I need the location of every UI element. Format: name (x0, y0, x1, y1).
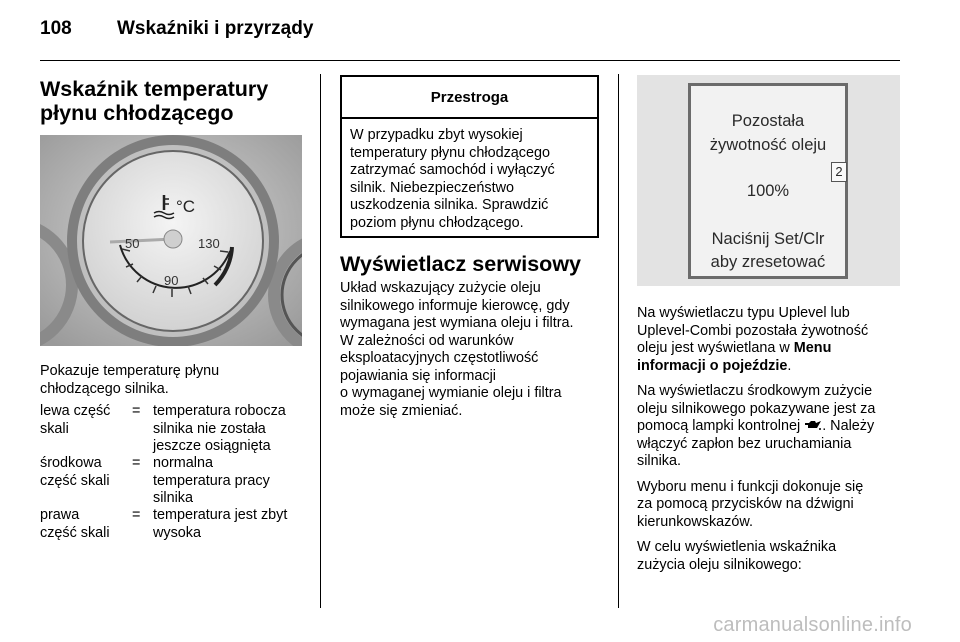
gauge-tick-mid: 90 (164, 273, 179, 288)
gauge-tick-low: 50 (125, 236, 140, 251)
gauge-tick-high: 130 (198, 236, 220, 251)
paragraph-center-display: Na wyświetlaczu środkowym zużycie oleju silnikowego pokazywane jest za pomocą lampki kontrolnej . Należy włączyć zapłon bez uruchamiania silnika. (637, 383, 876, 469)
caution-title: Przestroga (342, 77, 597, 119)
oil-life-display-illustration (637, 75, 900, 286)
service-display-heading: Wyświetlacz serwisowy (340, 252, 581, 276)
paragraph-menu-selection: Wyboru menu i funkcji dokonuje się za pomocą przycisków na dźwigni kierunkowskazów. (637, 478, 864, 530)
display-oil-life-value: 100% (746, 182, 790, 200)
column-divider-2 (618, 74, 619, 608)
chapter-title: Wskaźniki i przyrządy (117, 18, 314, 39)
caution-text: W przypadku zbyt wysokiej temperatury płynu chłodzącego zatrzymać samochód i wyłączyć silnik. Niebezpieczeństwo uszkodzenia silnika. Sprawdzić poziom płynu chłodzącego. (350, 127, 555, 231)
definition-row: prawa część skali = temperatura jest zbyt wysoka (40, 507, 288, 541)
gauge-unit-label: °C (176, 197, 196, 216)
coolant-gauge-illustration (40, 135, 302, 346)
display-page-marker: 2 (831, 162, 847, 182)
display-line-4: Naciśnij Set/Clr (711, 230, 825, 248)
gauge-definition-list (40, 403, 305, 559)
column3-text (637, 305, 937, 582)
oil-can-icon (804, 420, 822, 431)
column-divider-1 (320, 74, 321, 608)
display-line-1: Pozostała (731, 112, 805, 130)
coolant-intro-text: Pokazuje temperaturę płynu chłodzącego silnika. (40, 363, 220, 397)
paragraph-menu-info: Na wyświetlaczu typu Uplevel lub Uplevel-Combi pozostała żywotność oleju jest wyświetlana w Menu informacji o pojeździe. (637, 305, 869, 374)
display-line-2: żywotność oleju (709, 136, 827, 154)
watermark: carmanualsonline.info (713, 614, 912, 636)
caution-box (340, 75, 599, 238)
service-display-text: Układ wskazujący zużycie oleju silnikowego informuje kierowcę, gdy wymagana jest wymiana oleju i filtra. W zależności od warunków eksploatacyjnych częstotliwość pojawiania się informacji o wymaganej wymianie oleju i filtra może się zmieniać. (340, 280, 574, 419)
header-rule (40, 60, 900, 61)
definition-row: środkowa część skali = normalna temperatura pracy silnika (40, 455, 270, 506)
page-number: 108 (40, 18, 72, 39)
coolant-section-heading: Wskaźnik temperatury płynu chłodzącego (40, 77, 269, 125)
coolant-gauge-image (40, 135, 302, 346)
display-screen (688, 83, 848, 279)
definition-row: lewa część skali = temperatura robocza silnika nie została jeszcze osiągnięta (40, 403, 286, 454)
display-line-5: aby zresetować (710, 253, 826, 271)
paragraph-oil-indicator: W celu wyświetlenia wskaźnika zużycia oleju silnikowego: (637, 539, 837, 573)
